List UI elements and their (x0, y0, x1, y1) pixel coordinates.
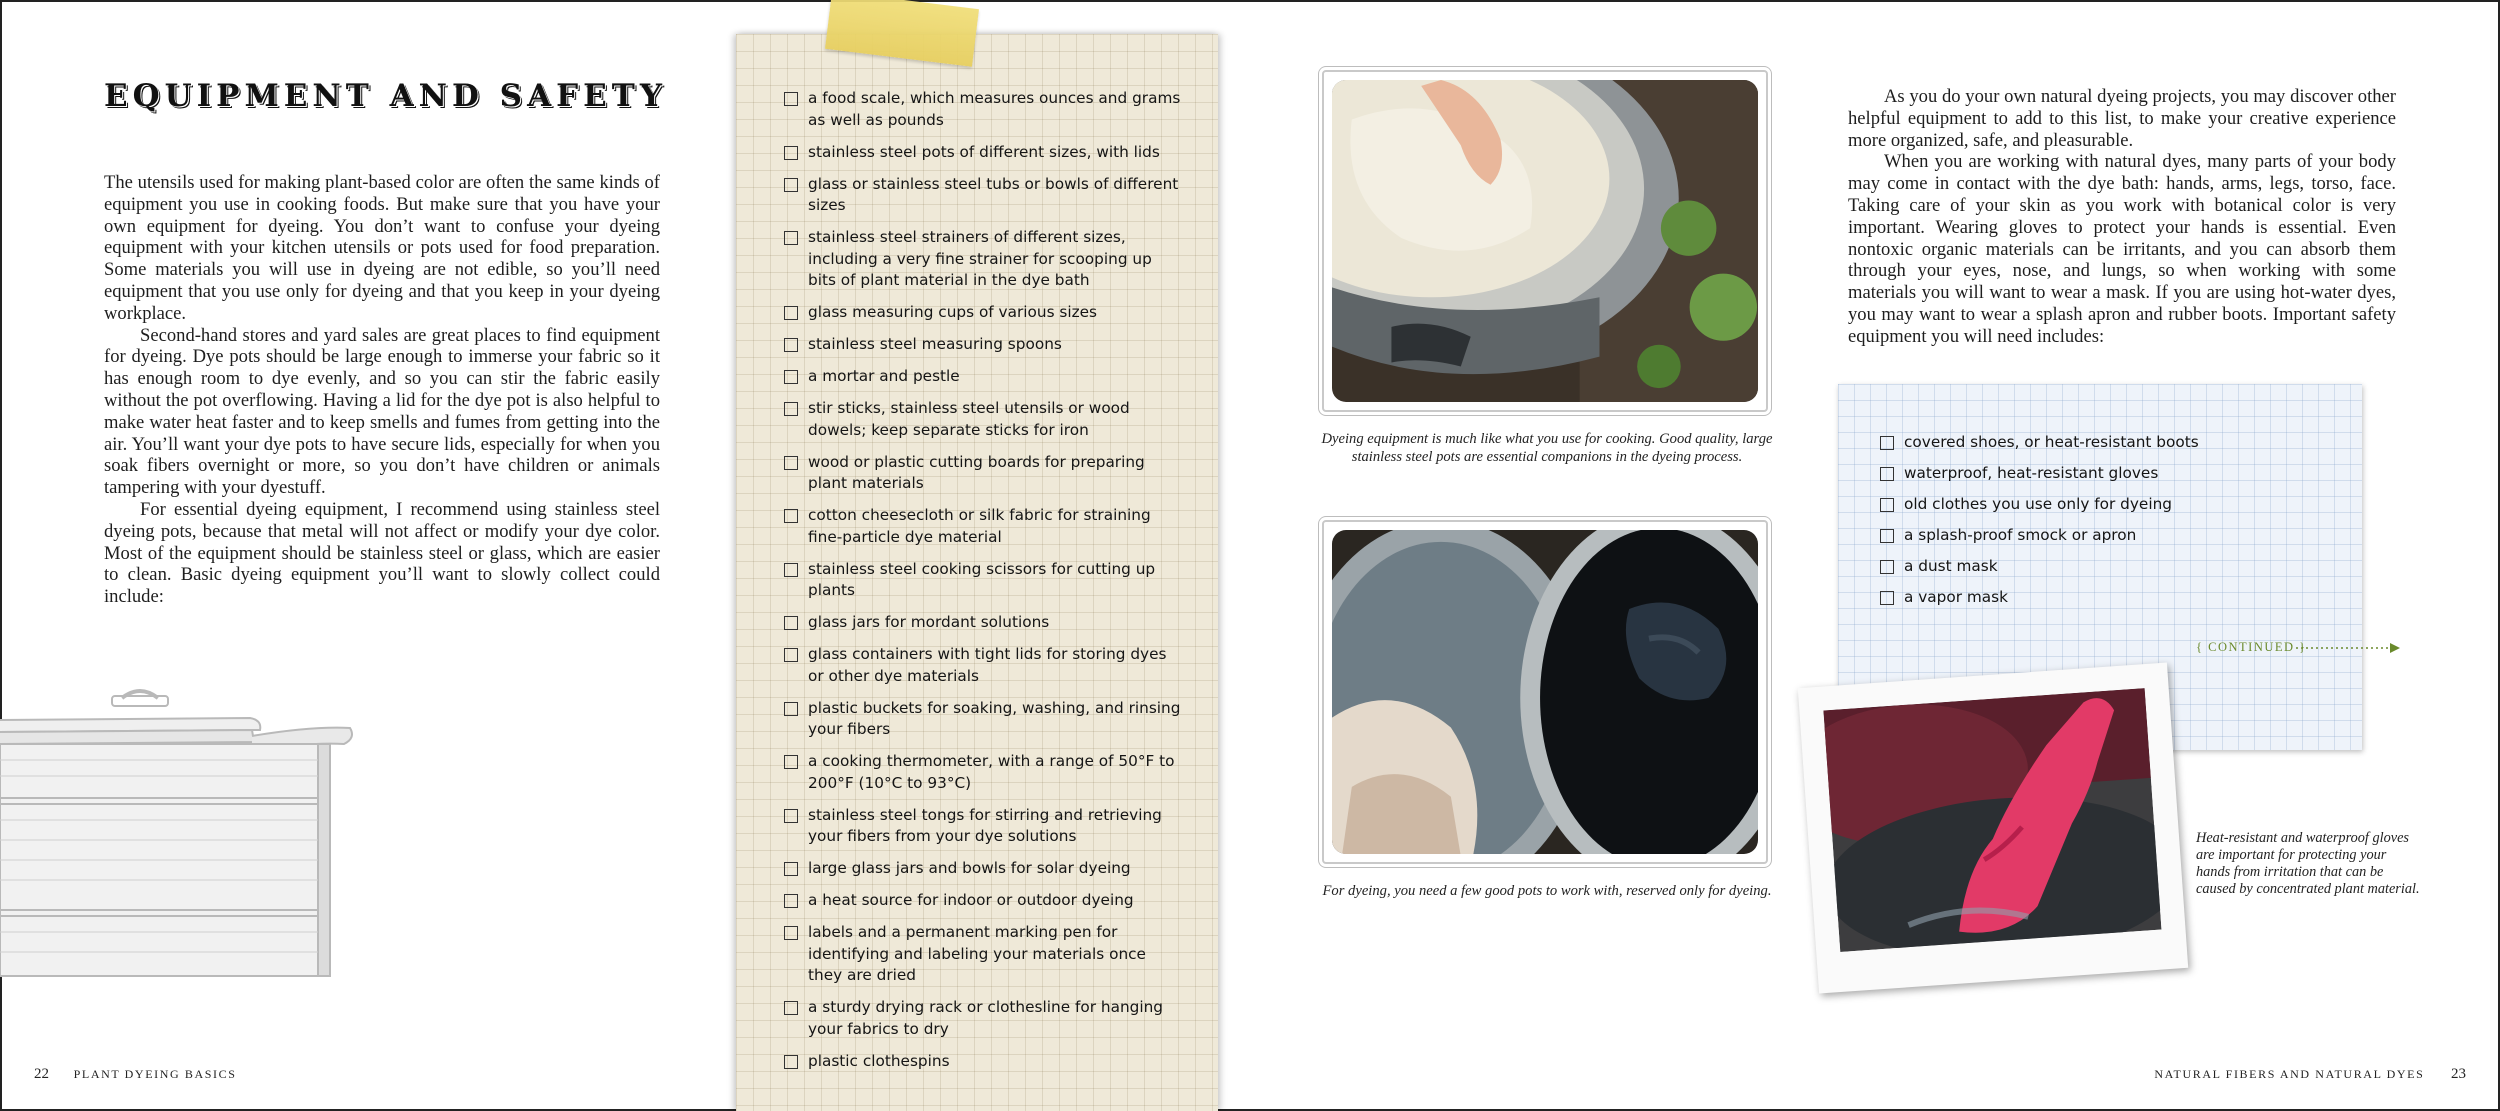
running-head: NATURAL FIBERS AND NATURAL DYES (2154, 1067, 2425, 1081)
list-item: stainless steel measuring spoons (784, 334, 1184, 356)
list-item: wood or plastic cutting boards for preparing plant materials (784, 452, 1184, 495)
checkbox-icon (784, 616, 798, 630)
photo-pink-glove-image (1823, 688, 2161, 952)
photo-two-pots-image (1332, 530, 1758, 854)
arrow-right-icon (2296, 641, 2400, 655)
list-item: stainless steel tongs for stirring and retrieving your fibers from your dye solutions (784, 805, 1184, 848)
paragraph: For essential dyeing equipment, I recommend using stainless steel dyeing pots, because that metal will not affect or modify your dye color. Most of the equipment should be stainless steel or glass, which are easier to clean. Basic dyeing equipment you’ll want to slowly collect could include: (104, 498, 660, 608)
checkbox-icon (784, 563, 798, 577)
list-item: large glass jars and bowls for solar dyeing (784, 858, 1184, 880)
checkbox-icon (784, 146, 798, 160)
checkbox-icon (784, 456, 798, 470)
stock-pot-illustration (0, 680, 360, 980)
list-item: stainless steel pots of different sizes, with lids (784, 142, 1184, 164)
list-item: stainless steel strainers of different sizes, including a very fine strainer for scooping up bits of plant material in the dye bath (784, 227, 1184, 292)
footer-right (2154, 1066, 2466, 1083)
checkbox-icon (784, 894, 798, 908)
photo-pink-glove (1798, 662, 2188, 993)
photo-caption: Dyeing equipment is much like what you use for cooking. Good quality, large stainless steel pots are essential companions in the dyeing process. (1321, 431, 1773, 465)
page-title: EQUIPMENT AND SAFETY (104, 78, 667, 114)
list-item: glass containers with tight lids for storing dyes or other dye materials (784, 644, 1184, 687)
photo-hand-in-pot (1322, 70, 1768, 412)
equipment-checklist (784, 88, 1184, 1083)
checkbox-icon (784, 755, 798, 769)
list-item: a mortar and pestle (784, 366, 1184, 388)
checkbox-icon (784, 92, 798, 106)
checkbox-icon (1880, 436, 1894, 450)
list-item: glass measuring cups of various sizes (784, 302, 1184, 324)
footer-left (34, 1066, 236, 1083)
list-item: waterproof, heat-resistant gloves (1880, 463, 2280, 485)
list-item: a vapor mask (1880, 587, 2280, 609)
checkbox-icon (784, 648, 798, 662)
checkbox-icon (1880, 498, 1894, 512)
paragraph: The utensils used for making plant-based color are often the same kinds of equipment you use in cooking foods. But make sure that you have your own equipment for dyeing. You don’t want to confuse your dyeing equipment with your kitchen utensils or pots used for food preparation. Some materials you will use in dyeing are not edible, so you’ll need equipment that you use only for dyeing and that you keep in your dyeing workplace. (104, 172, 660, 324)
checkbox-icon (784, 509, 798, 523)
running-head: PLANT DYEING BASICS (73, 1067, 237, 1081)
list-item: a food scale, which measures ounces and grams as well as pounds (784, 88, 1184, 131)
checkbox-icon (1880, 560, 1894, 574)
frame-border-top (0, 0, 2500, 2)
paragraph: When you are working with natural dyes, many parts of your body may come in contact with the dye bath: hands, arms, legs, torso, face. Taking care of your skin as you work with botanical color is very important. Wearing gloves to protect your hands is essential. Even nontoxic organic materials can be irritants, and you can absorb them through your eyes, nose, and lungs, so when working with some materials you will want to wear a mask. If you are using hot-water dyes, you may want to wear a splash apron and rubber boots. Important safety equipment you will need includes: (1848, 151, 2396, 347)
checkbox-icon (1880, 467, 1894, 481)
list-item: plastic buckets for soaking, washing, and rinsing your fibers (784, 698, 1184, 741)
checkbox-icon (784, 862, 798, 876)
page-number: 22 (34, 1066, 49, 1082)
checkbox-icon (784, 178, 798, 192)
checkbox-icon (784, 926, 798, 940)
list-item: a sturdy drying rack or clothesline for hanging your fabrics to dry (784, 997, 1184, 1040)
checkbox-icon (784, 231, 798, 245)
checkbox-icon (784, 402, 798, 416)
list-item: a cooking thermometer, with a range of 50°F to 200°F (10°C to 93°C) (784, 751, 1184, 794)
checkbox-icon (784, 809, 798, 823)
paragraph: As you do your own natural dyeing projects, you may discover other helpful equipment to add to this list, to make your creative experience more organized, safe, and pleasurable. (1848, 86, 2396, 151)
checkbox-icon (784, 370, 798, 384)
photo-caption: Heat-resistant and waterproof gloves are important for protecting your hands from irritation that can be caused by concentrated plant material. (2196, 830, 2420, 897)
list-item: a heat source for indoor or outdoor dyeing (784, 890, 1184, 912)
checkbox-icon (784, 338, 798, 352)
list-item: covered shoes, or heat-resistant boots (1880, 432, 2280, 454)
photo-hand-in-pot-image (1332, 80, 1758, 402)
checkbox-icon (784, 1055, 798, 1069)
list-item: a splash-proof smock or apron (1880, 525, 2280, 547)
safety-checklist (1880, 432, 2280, 618)
checkbox-icon (784, 702, 798, 716)
list-item: glass or stainless steel tubs or bowls of different sizes (784, 174, 1184, 217)
list-item: a dust mask (1880, 556, 2280, 578)
list-item: cotton cheesecloth or silk fabric for straining fine-particle dye material (784, 505, 1184, 548)
paragraph: Second-hand stores and yard sales are great places to find equipment for dyeing. Dye pots should be large enough to immerse your fabric so it has enough room to dye evenly, and so you can stir the fabric easily without the pot overflowing. Having a lid for the dye pot is also helpful to make water heat faster and to keep smells and fumes from getting into the air. You’ll want your dye pots to have secure lids, especially for when you soak fibers overnight or more, so you don’t have children or animals tampering with your dyestuff. (104, 324, 660, 499)
checkbox-icon (1880, 591, 1894, 605)
list-item: plastic clothespins (784, 1051, 1184, 1073)
checkbox-icon (784, 306, 798, 320)
photo-caption: For dyeing, you need a few good pots to work with, reserved only for dyeing. (1322, 883, 1772, 899)
list-item: stir sticks, stainless steel utensils or wood dowels; keep separate sticks for iron (784, 398, 1184, 441)
list-item: stainless steel cooking scissors for cutting up plants (784, 559, 1184, 602)
right-body-text (1848, 86, 2396, 348)
checkbox-icon (784, 1001, 798, 1015)
checkbox-icon (1880, 529, 1894, 543)
left-body-text (104, 172, 660, 608)
photo-two-pots (1322, 520, 1768, 864)
list-item: glass jars for mordant solutions (784, 612, 1184, 634)
page-number: 23 (2451, 1066, 2466, 1082)
list-item: old clothes you use only for dyeing (1880, 494, 2280, 516)
list-item: labels and a permanent marking pen for identifying and labeling your materials once they are dried (784, 922, 1184, 987)
continued-label: { CONTINUED } (2196, 640, 2307, 654)
